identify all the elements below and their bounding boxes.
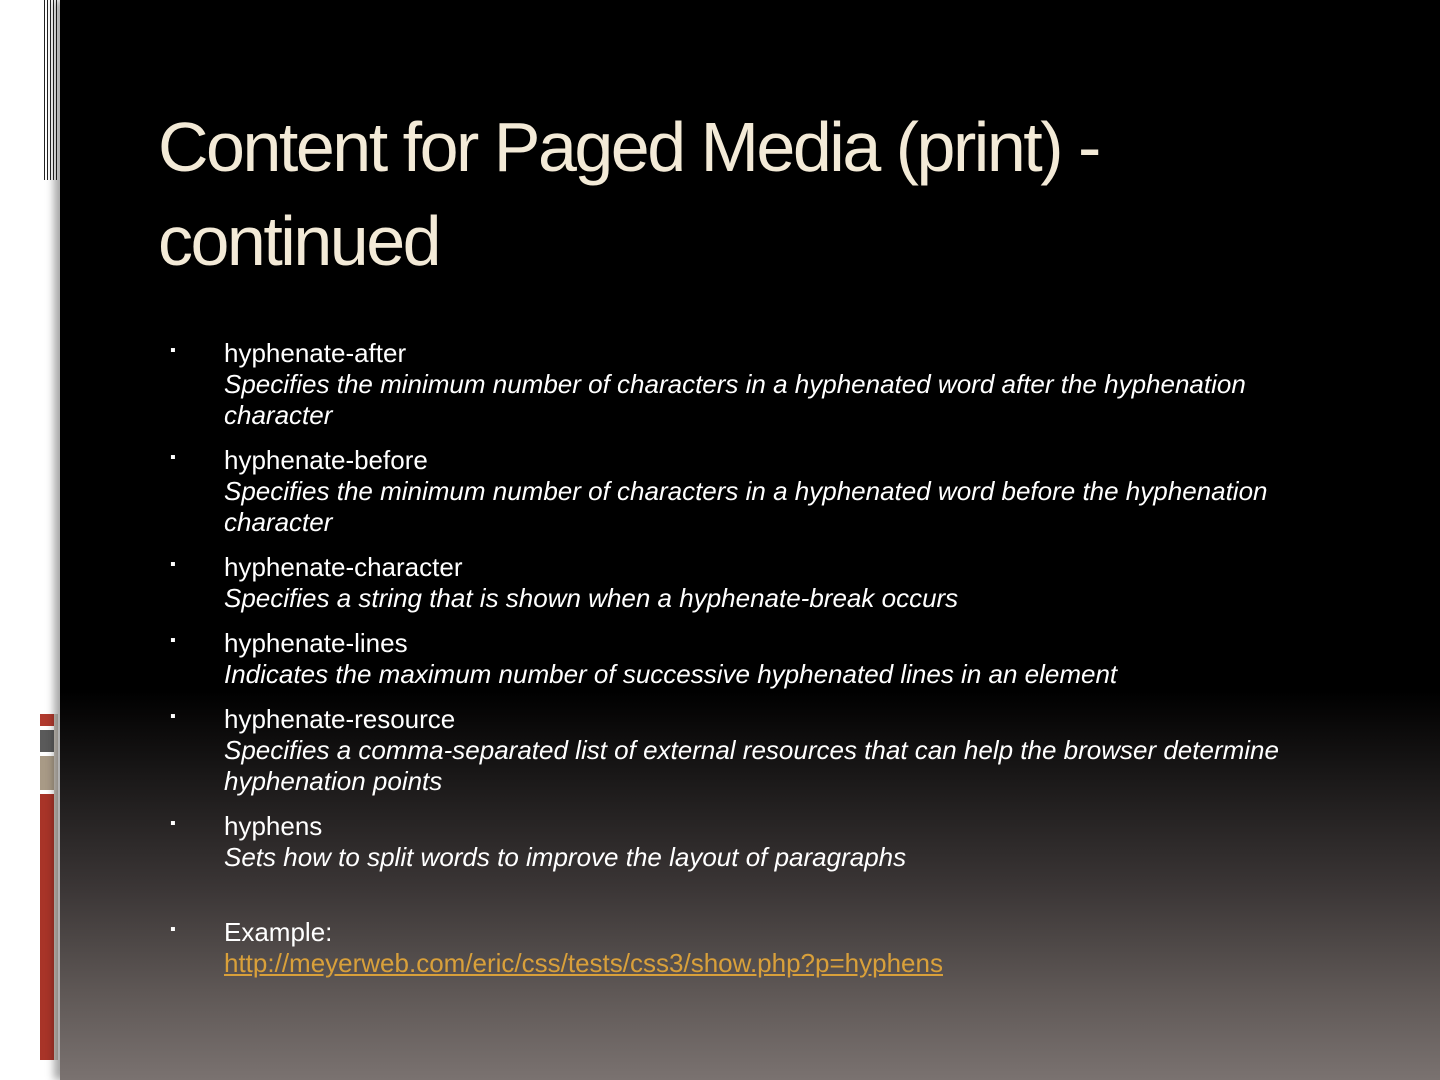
decorative-block: [40, 714, 54, 726]
bullet-item-hyphens: [170, 811, 1350, 873]
decorative-lines: [44, 0, 58, 180]
property-description: Specifies the minimum number of characters in a hyphenated word after the hyphenation character: [224, 369, 1246, 430]
slide-title: Content for Paged Media (print) - continued: [158, 108, 1099, 280]
decorative-block: [40, 794, 54, 1060]
property-name: hyphenate-after: [224, 338, 407, 368]
bullet-icon: ▪: [170, 632, 176, 649]
property-description: Specifies a string that is shown when a hyphenate-break occurs: [224, 583, 959, 613]
decorative-block: [54, 714, 58, 1060]
bullet-item-hyphenate-lines: [170, 628, 1350, 690]
bullet-item-hyphenate-after: [170, 338, 1350, 431]
bullet-icon: ▪: [170, 815, 176, 832]
property-description: Sets how to split words to improve the layout of paragraphs: [224, 842, 907, 872]
bullet-icon: ▪: [170, 449, 176, 466]
property-description: Specifies the minimum number of characters in a hyphenated word before the hyphenation character: [224, 476, 1268, 537]
bullet-item-hyphenate-resource: [170, 704, 1350, 797]
property-name: hyphenate-character: [224, 552, 463, 582]
property-name: hyphenate-before: [224, 445, 428, 475]
bullet-icon: ▪: [170, 921, 176, 938]
property-description: Specifies a comma-separated list of external resources that can help the browser determine hyphenation points: [224, 735, 1279, 796]
bullet-icon: ▪: [170, 556, 176, 573]
bullet-icon: ▪: [170, 708, 176, 725]
example-label: Example:: [224, 917, 333, 947]
bullet-item-hyphenate-character: [170, 552, 1350, 614]
example-link[interactable]: http://meyerweb.com/eric/css/tests/css3/show.php?p=hyphens: [224, 948, 943, 978]
bullet-list: [170, 338, 1350, 993]
decorative-block: [40, 730, 54, 752]
slide-panel: [60, 0, 1440, 1080]
left-decorative-strip: [0, 0, 60, 1080]
bullet-icon: ▪: [170, 342, 176, 359]
property-name: hyphenate-lines: [224, 628, 408, 658]
bullet-item-hyphenate-before: [170, 445, 1350, 538]
property-name: hyphens: [224, 811, 323, 841]
property-name: hyphenate-resource: [224, 704, 456, 734]
decorative-block: [40, 756, 54, 790]
bullet-item-example: [170, 917, 1350, 979]
property-description: Indicates the maximum number of successive hyphenated lines in an element: [224, 659, 1118, 689]
